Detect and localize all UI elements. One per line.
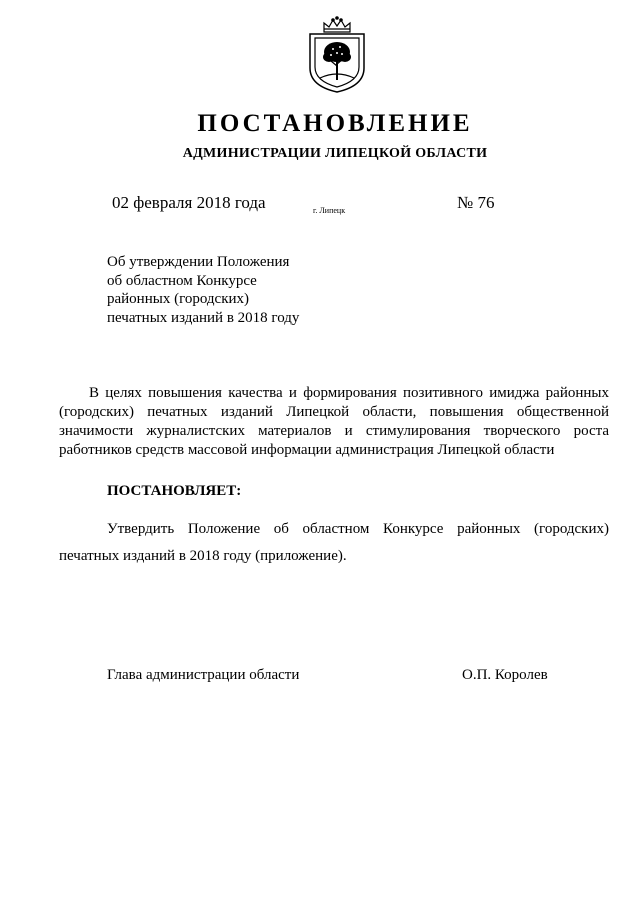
document-number: № 76	[457, 193, 495, 212]
subject-line: Об утверждении Положения	[107, 254, 290, 270]
document-title: ПОСТАНОВЛЕНИЕ	[197, 110, 473, 137]
preamble-paragraph: В целях повышения качества и формирования позитивного имиджа районных (городских) печатных изданий Липецкой области, повышения общественной значимости журналистских материалов и стимулирования творческого роста работников средств массовой информации администрация Липецкой области	[59, 385, 609, 458]
resolution-paragraph: Утвердить Положение об областном Конкурсе районных (городских) печатных изданий в 2018 году (приложение).	[59, 521, 609, 564]
document-date: 02 февраля 2018 года	[112, 193, 266, 212]
document-subject	[107, 253, 337, 327]
lipetsk-coat-of-arms-icon	[304, 16, 370, 94]
issuing-authority: АДМИНИСТРАЦИИ ЛИПЕЦКОЙ ОБЛАСТИ	[182, 146, 488, 161]
subject-line: районных (городских)	[107, 291, 250, 307]
signer-name: О.П. Королев	[462, 667, 548, 683]
resolve-heading: ПОСТАНОВЛЯЕТ:	[107, 483, 242, 499]
document-city: г. Липецк	[313, 206, 346, 215]
subject-line: печатных изданий в 2018 году	[107, 309, 300, 326]
signer-position: Глава администрации области	[107, 667, 300, 683]
subject-line: об областном Конкурсе	[107, 272, 257, 289]
